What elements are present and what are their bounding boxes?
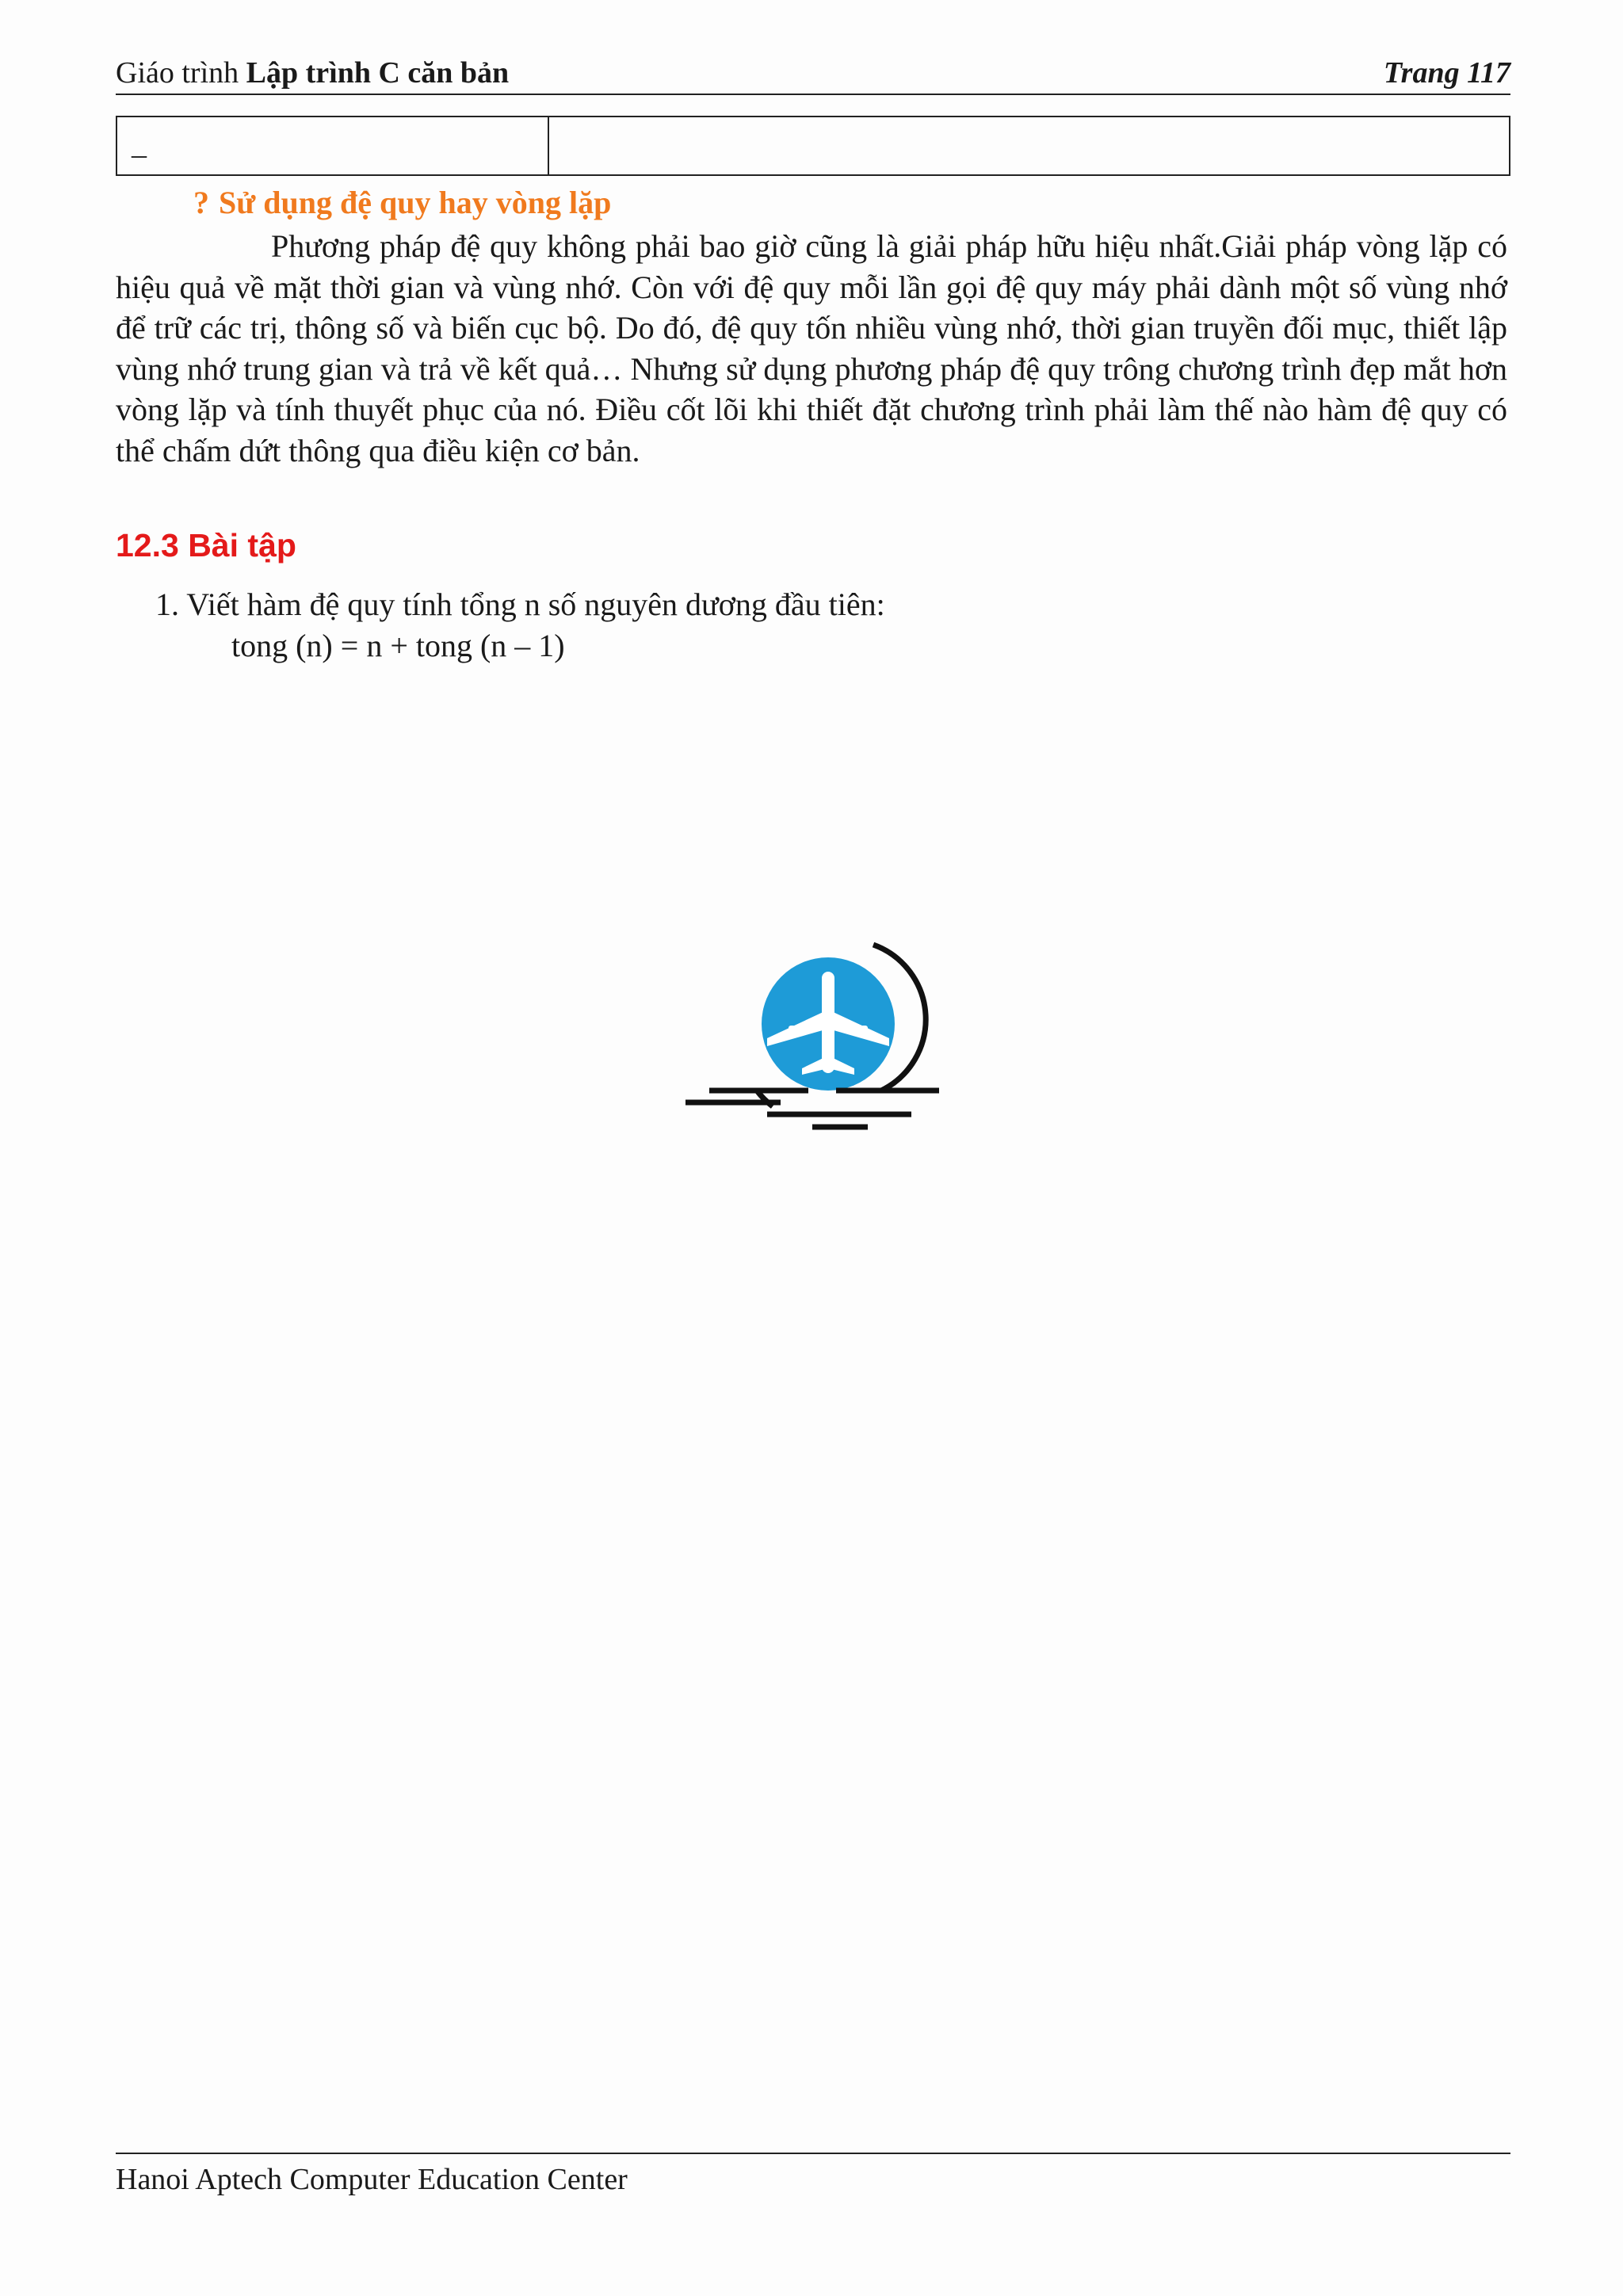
exercise-formula: tong (n) = n + tong (n – 1) [231,628,565,663]
code-table [116,116,1510,176]
body-paragraph: Phương pháp đệ quy không phải bao giờ cũng là giải pháp hữu hiệu nhất.Giải pháp vòng lặp có hiệu quả về mặt thời gian và vùng nhớ. Còn với đệ quy mỗi lần gọi đệ quy máy phải dành một số vùng nhớ để trữ các trị, thông số và biến cục bộ. Do đó, đệ quy tốn nhiều vùng nhớ, thời gian truyền đối mục, thiết lập vùng nhớ trung gian và trả về kết quả… Nhưng sử dụng phương pháp đệ quy trông chương trình đẹp mắt hơn vòng lặp và tính thuyết phục của nó. Điều cốt lõi khi thiết đặt chương trình phải làm thế nào hàm đệ quy có thể chấm dứt thông qua điều kiện cơ bản. [116,228,1507,468]
page-header [116,52,1510,95]
question-mark-icon: ? [193,185,209,220]
page-number: Trang 117 [1383,56,1510,90]
header-title: Lập trình C căn bản [246,56,510,90]
exercise-list [155,584,885,667]
table-cell-left [117,117,549,174]
exercise-item: 1. Viết hàm đệ quy tính tổng n số nguyên dương đầu tiên: [155,586,885,622]
question-heading [193,184,611,221]
section-heading: 12.3 Bài tập [116,527,296,563]
header-prefix: Giáo trình [116,56,239,90]
table-cell-right [549,117,1509,174]
airplane-logo [682,940,943,1135]
page-footer: Hanoi Aptech Computer Education Center [116,2153,1510,2197]
table-cell-left-text: _ [132,128,147,161]
airplane-icon [682,940,943,1135]
header-title-line [116,55,509,90]
question-heading-text: Sử dụng đệ quy hay vòng lặp [219,185,612,220]
